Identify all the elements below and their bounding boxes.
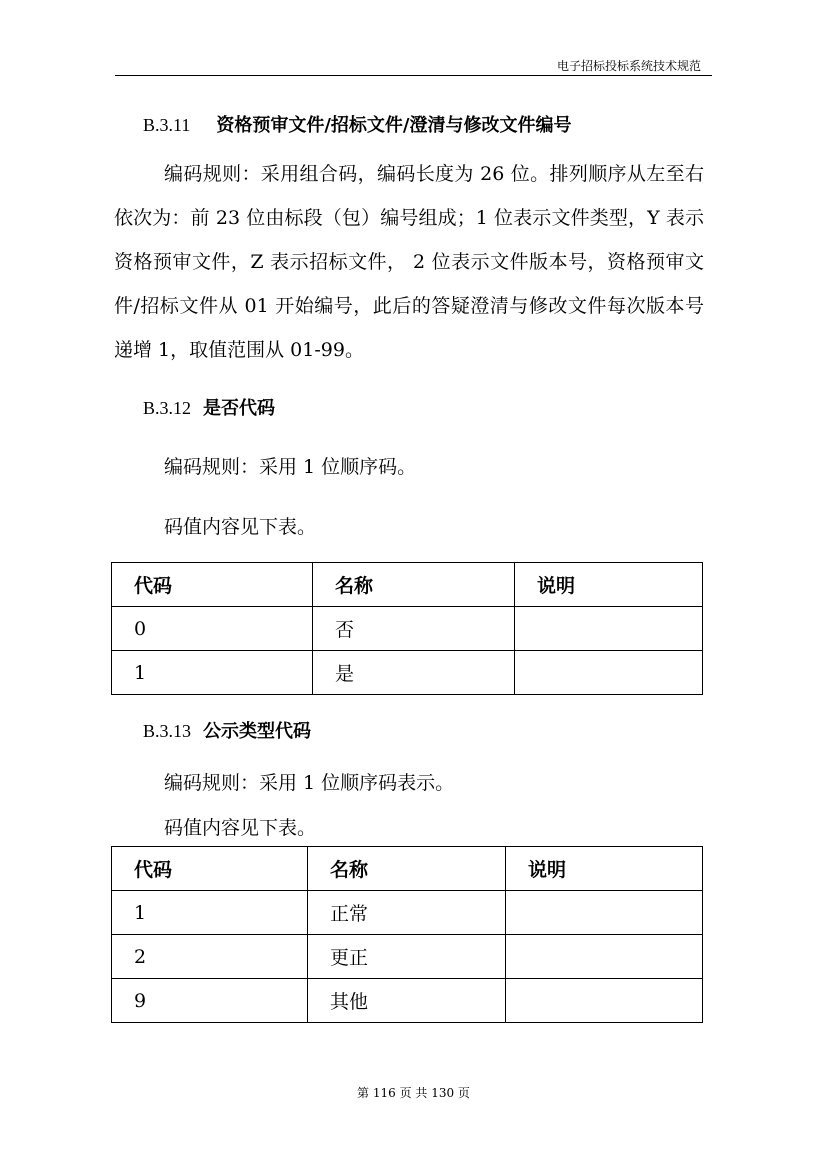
- table-row: [112, 891, 703, 935]
- cell-code: 9: [112, 979, 308, 1023]
- cell-name: 更正: [308, 935, 506, 979]
- section-heading-b3-13: [143, 717, 311, 743]
- cell-description: [506, 891, 703, 935]
- header-rule: [115, 75, 712, 76]
- table-row: [112, 607, 703, 651]
- table-header-row: [112, 563, 703, 607]
- section-heading-b3-11: [143, 111, 572, 137]
- yes-no-code-table: [111, 562, 703, 695]
- notice-type-code-table: [111, 846, 703, 1023]
- cell-description: [506, 935, 703, 979]
- section-number: B.3.13: [143, 721, 192, 741]
- table-note-b3-12: 码值内容见下表。: [164, 516, 317, 538]
- table-row: [112, 935, 703, 979]
- paragraph-b3-11: 编码规则：采用组合码，编码长度为 26 位。排列顺序从左至右依次为：前 23 位由标段（包）编号组成；1 位表示文件类型，Y 表示资格预审文件，Z 表示招标文件， 2 位表示文件版本号，资格预审文件/招标文件从 01 开始编号，此后的答疑澄清与修改文件每次版本号递增 1，取值范围从 01-99。: [114, 163, 704, 361]
- section-heading-b3-12: [143, 394, 275, 420]
- section-number: B.3.12: [143, 398, 192, 418]
- cell-description: [506, 979, 703, 1023]
- table-header-row: [112, 847, 703, 891]
- coding-rule-b3-13: 编码规则：采用 1 位顺序码表示。: [164, 772, 455, 794]
- cell-code: 2: [112, 935, 308, 979]
- cell-name: 其他: [308, 979, 506, 1023]
- cell-code: 0: [112, 607, 313, 651]
- table-row: [112, 979, 703, 1023]
- running-header: 电子招标投标系统技术规范: [556, 59, 701, 73]
- header-cell-description: 说明: [515, 563, 703, 607]
- table-row: [112, 651, 703, 695]
- cell-description: [515, 651, 703, 695]
- cell-name: 否: [313, 607, 515, 651]
- cell-name: 是: [313, 651, 515, 695]
- cell-name: 正常: [308, 891, 506, 935]
- table-note-b3-13: 码值内容见下表。: [164, 817, 317, 839]
- cell-description: [515, 607, 703, 651]
- header-cell-description: 说明: [506, 847, 703, 891]
- section-title: 公示类型代码: [203, 721, 312, 742]
- section-number: B.3.11: [143, 115, 191, 135]
- page-footer: 第 116 页 共 130 页: [357, 1086, 470, 1100]
- header-cell-code: 代码: [112, 847, 308, 891]
- section-title: 资格预审文件/招标文件/澄清与修改文件编号: [216, 115, 572, 136]
- cell-code: 1: [112, 891, 308, 935]
- cell-code: 1: [112, 651, 313, 695]
- coding-rule-b3-12: 编码规则：采用 1 位顺序码。: [164, 456, 417, 478]
- header-cell-code: 代码: [112, 563, 313, 607]
- section-title: 是否代码: [203, 398, 276, 419]
- header-cell-name: 名称: [308, 847, 506, 891]
- header-cell-name: 名称: [313, 563, 515, 607]
